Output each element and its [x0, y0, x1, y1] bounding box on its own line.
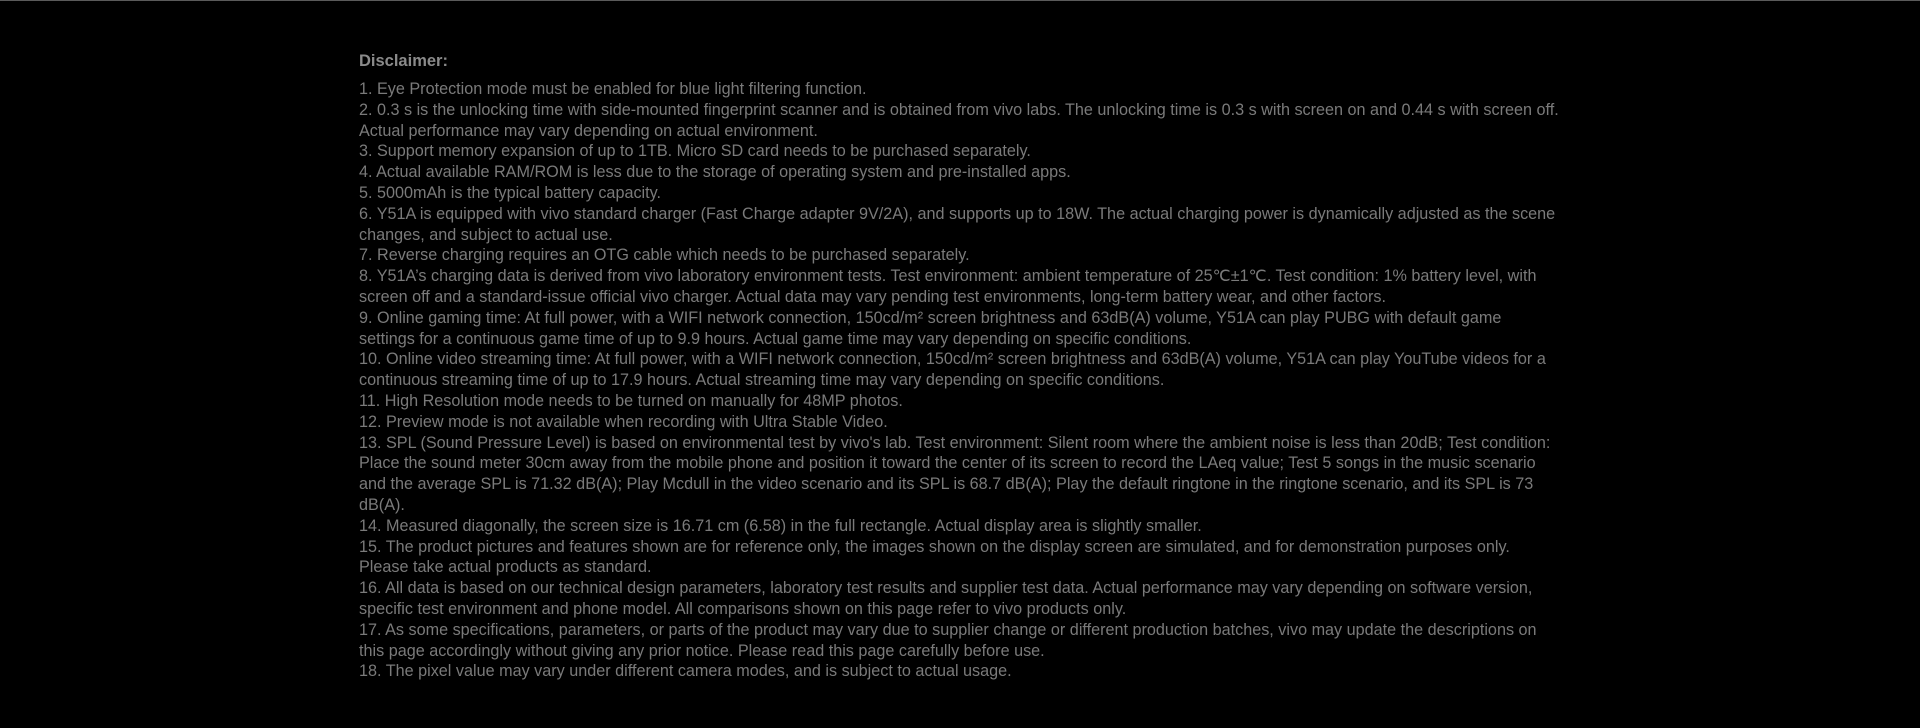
disclaimer-item-5: 5. 5000mAh is the typical battery capacity. — [359, 183, 662, 202]
disclaimer-list — [359, 79, 1559, 682]
disclaimer-item-4: 4. Actual available RAM/ROM is less due to the storage of operating system and pre-installed apps. — [359, 163, 1071, 182]
disclaimer-item-15: 15. The product pictures and features shown are for reference only, the images shown on the display screen are simulated, and for demonstration purposes only. Please take actual products as standard. — [359, 537, 1510, 577]
disclaimer-item-16: 16. All data is based on our technical design parameters, laboratory test results and supplier test data. Actual performance may vary depending on software version, specific test environment and phone model. All comparisons shown on this page refer to vivo products only. — [359, 579, 1533, 618]
disclaimer-item-7: 7. Reverse charging requires an OTG cable which needs to be purchased separately. — [359, 246, 970, 265]
disclaimer-item-10: 10. Online video streaming time: At full power, with a WIFI network connection, 150cd/m² screen brightness and 63dB(A) volume, Y51A can play YouTube videos for a continuous streaming time of up to 17.9 hours. Actual streaming time may vary depending on specific conditions. — [359, 350, 1546, 390]
disclaimer-item-1: 1. Eye Protection mode must be enabled for blue light filtering function. — [359, 80, 867, 98]
disclaimer-item-13: 13. SPL (Sound Pressure Level) is based on environmental test by vivo's lab. Test environment: Silent room where the ambient noise is less than 20dB; Test condition: Place the sound meter 30cm away from the mobile phone and position it toward the center of its screen to record the LAeq value; Test 5 songs in the music scenario and the average SPL is 71.32 dB(A); Play Mcdull in the video scenario and its SPL is 68.7 dB(A); Play the default ringtone in the ringtone scenario, and its SPL is 73 dB(A). — [359, 433, 1551, 514]
top-divider — [0, 0, 1920, 1]
disclaimer-item-18: 18. The pixel value may vary under different camera modes, and is subject to actual usage. — [359, 662, 1012, 681]
disclaimer-item-11: 11. High Resolution mode needs to be turned on manually for 48MP photos. — [359, 391, 903, 410]
disclaimer-item-14: 14. Measured diagonally, the screen size is 16.71 cm (6.58) in the full rectangle. Actual display area is slightly smaller. — [359, 516, 1202, 535]
disclaimer-item-12: 12. Preview mode is not available when recording with Ultra Stable Video. — [359, 412, 888, 431]
disclaimer-item-9: 9. Online gaming time: At full power, with a WIFI network connection, 150cd/m² screen brightness and 63dB(A) volume, Y51A can play PUBG with default game settings for a continuous game time of up to 9.9 hours. Actual game time may vary depending on specific conditions. — [359, 308, 1502, 348]
disclaimer-title: Disclaimer: — [359, 52, 448, 70]
disclaimer-item-17: 17. As some specifications, parameters, or parts of the product may vary due to supplier change or different production batches, vivo may update the descriptions on this page accordingly without giving any prior notice. Please read this page carefully before use. — [359, 620, 1537, 660]
disclaimer-item-8: 8. Y51A’s charging data is derived from vivo laboratory environment tests. Test environment: ambient temperature of 25℃±1℃. Test condition: 1% battery level, with screen off and a standard-issue official vivo charger. Actual data may vary pending test environments, long-term battery wear, and other factors. — [359, 267, 1537, 306]
disclaimer-item-2: 2. 0.3 s is the unlocking time with side-mounted fingerprint scanner and is obtained from vivo labs. The unlocking time is 0.3 s with screen on and 0.44 s with screen off. Actual performance may vary depending on actual environment. — [359, 100, 1559, 140]
disclaimer-section — [359, 52, 1559, 682]
disclaimer-item-6: 6. Y51A is equipped with vivo standard charger (Fast Charge adapter 9V/2A), and supports up to 18W. The actual charging power is dynamically adjusted as the scene changes, and subject to actual use. — [359, 204, 1556, 244]
disclaimer-item-3: 3. Support memory expansion of up to 1TB. Micro SD card needs to be purchased separately. — [359, 142, 1031, 161]
